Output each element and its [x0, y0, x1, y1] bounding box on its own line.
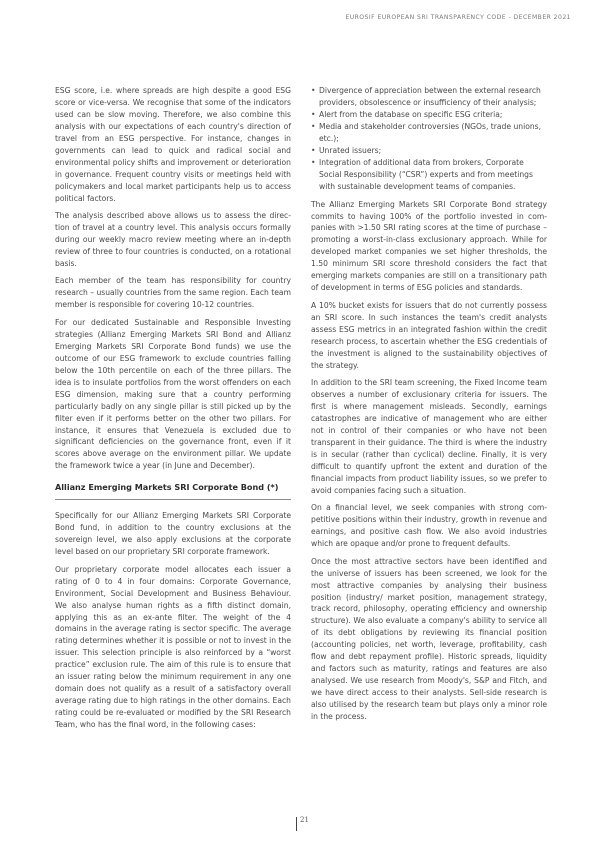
paragraph: On a financial level, we seek companies with strong competitive positions within their industry, growth in revenue and earnings, and positive cash flow. We also avoid industries which are opaque and/or prone to frequent defaults. [311, 503, 547, 549]
paragraph: Our proprietary corporate model allocates each issuer a rating of 0 to 4 in four domains: Corporate Governance, Environment, Social Development and Business Behaviour. We also analyse human rights as a fifth distinct domain, applying this as an ex-ante filter. The weight of the 4 domains in the average rating is sector specific. The average rating determines whether it is possible or not to invest in the issuer. This selection principle is also reinforced by a “worst practice” exclusion rule. The aim of this rule is to ensure that an issuer rating below the minimum requirement in any one domain does not qualify as a result of a satisfactory overall average rating due to high ratings in the other domains. Each rating could be re-evaluated or modified by the SRI Research Team, who has the final word, in the following cases: [55, 564, 291, 730]
right-column [311, 85, 547, 729]
list-item: • Unrated issuers; [311, 145, 547, 157]
page-number-text: 21 [300, 816, 309, 824]
paragraph: Once the most attractive sectors have been identified and the universe of issuers has been screened, we look for the most attractive companies by analysing their business position (industry/ market position, management strategy, track record, philosophy, operating efficiency and ownership structure). We also evaluate a company's ability to service all of its debt obligations by reviewing its financial position (accounting policies, net worth, leverage, profitability, cash flow and debt repayment profile). Historic spreads, liquidity and factors such as maturity, ratings and features are also analysed. We use research from Moody's, S&P and Fitch, and we have direct access to their analysts. Sell-side research is also utilised by the research team but plays only a minor role in the process. [311, 556, 547, 722]
left-column [55, 85, 291, 737]
paragraph: A 10% bucket exists for issuers that do not currently possess an SRI score. In such instances the team's credit analysts assess ESG metrics in an integrated fashion within the credit research process, to ascertain whether the ESG credentials of the investment is aligned to the sustainability objectives of the strategy. [311, 300, 547, 370]
paragraph: The Allianz Emerging Markets SRI Corporate Bond strategy commits to having 100% of the portfolio invested in companies with >1.50 SRI rating scores at the time of purchase – promoting a worst-in-class exclusionary approach. While for developed market companies we set higher thresholds, the 1.50 minimum SRI score threshold considers the fact that emerging markets companies are still on a transitionary path of development in terms of ESG policies and standards. [311, 199, 547, 293]
bullet-list [311, 85, 547, 193]
paragraph: Each member of the team has responsibility for country research – usually countries from the same region. Each team member is responsible for covering 10-12 countries. [55, 276, 291, 310]
page-number [296, 817, 309, 831]
paragraph: The analysis described above allows us to assess the direction of travel at a country level. This analysis occurs formally during our weekly macro review meeting where an in-depth review of three to four countries is conducted, on a rotational basis. [55, 211, 291, 268]
paragraph: In addition to the SRI team screening, the Fixed Income team observes a number of exclusionary criteria for issuers. The first is where management misleads. Secondly, earnings catastrophes are indicative of management who are either not in control of their companies or who have not been transparent in their guidance. The third is where the industry is in secular (rather than cyclical) decline. Finally, it is very difficult to quantify upfront the extent and duration of the financial impacts from product liability issues, so we prefer to avoid companies facing such a situation. [311, 378, 547, 495]
running-header: EUROSIF EUROPEAN SRI TRANSPARENCY CODE - DECEMBER 2021 [345, 14, 571, 21]
list-item: • Alert from the database on specific ESG criteria; [311, 109, 547, 121]
section-heading: Allianz Emerging Markets SRI Corporate Bond (*) [55, 482, 291, 500]
paragraph: Specifically for our Allianz Emerging Markets SRI Corporate Bond fund, in addition to the country exclusions at the sovereign level, we also apply exclusions at the corporate level based on our proprietary SRI corporate framework. [55, 511, 291, 557]
paragraph: ESG score, i.e. where spreads are high despite a good ESG score or vice-versa. We recognise that some of the indicators used can be slow moving. Therefore, we also combine this analysis with our expectations of each country's direction of travel from an ESG perspective. For instance, changes in governments can lead to quick and radical social and environmental policy shifts and improvement or deterioration in governance. Frequent country visits or meetings held with policymakers and local market participants help us to access political factors. [55, 86, 291, 203]
list-item: • Integration of additional data from brokers, Corporate Social Responsibility (“CSR”) experts and from meetings with sustainable development teams of companies. [311, 157, 547, 193]
list-item: • Media and stakeholder controversies (NGOs, trade unions, etc.); [311, 121, 547, 145]
list-item: • Divergence of appreciation between the external research providers, obsolescence or insufficiency of their analysis; [311, 85, 547, 109]
paragraph: For our dedicated Sustainable and Responsible Investing strategies (Allianz Emerging Markets SRI Bond and Allianz Emerging Markets SRI Corporate Bond funds) we use the outcome of our ESG framework to exclude countries falling below the 10th percentile on each of the three pillars. The idea is to insulate portfolios from the worst offenders on each ESG dimension, making sure that a country performing particularly badly on any single pillar is still picked up by the filter even if it performs better on the other two pillars. For instance, it ensures that Venezuela is excluded due to significant deficiencies on the governance front, even if it scores above average on the environment pillar. We update the framework twice a year (in June and December). [55, 317, 291, 471]
